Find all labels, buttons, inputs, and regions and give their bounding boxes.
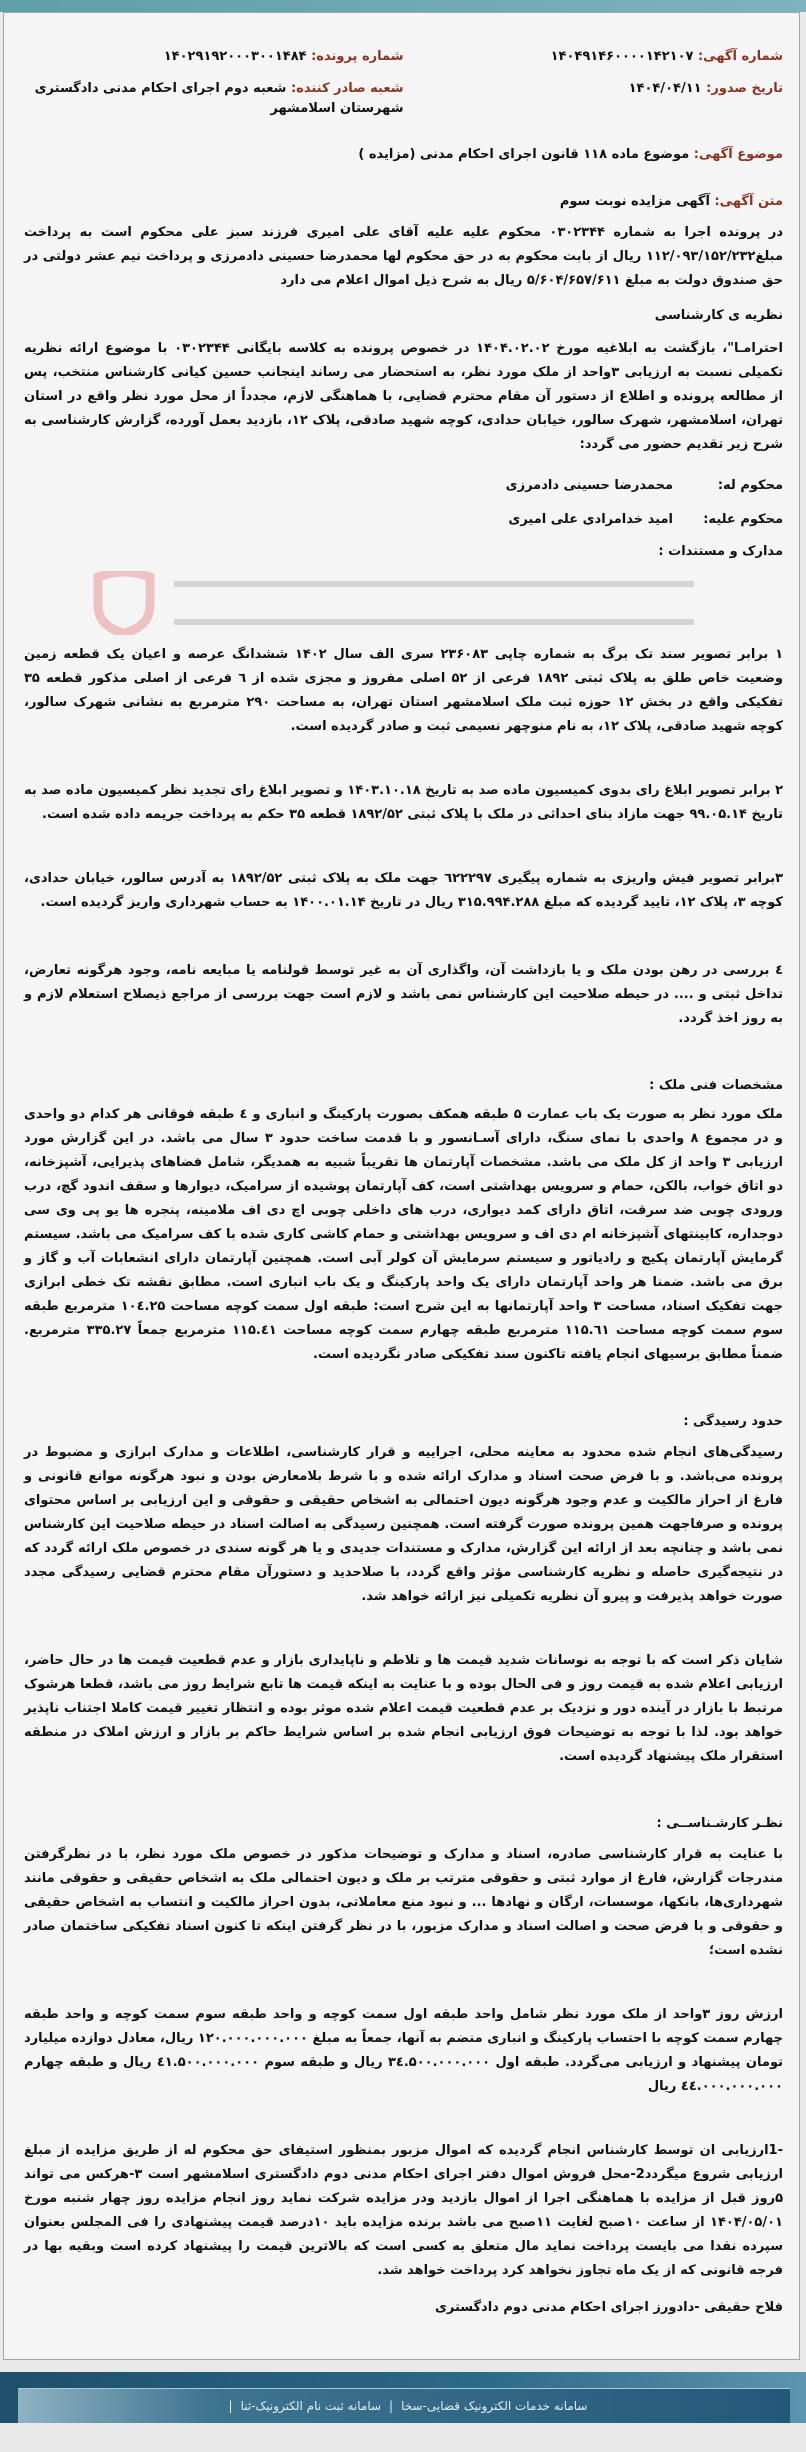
footer-background [0,2372,806,2423]
watermark-logo [84,571,724,635]
expert-opinion-title: نظـر کارشـناســی : [656,1816,783,1831]
ad-subject: موضوع آگهی: موضوع ماده ۱۱۸ قانون اجرای احکام مدنی (مزایده ) [358,147,783,162]
ad-header [24,47,783,165]
footer-links: سامانه خدمات الکترونیک قضایی-سخا | سامانه ثبت نام الکترونیک-ثنا | [18,2388,790,2423]
watermark-wordmark [174,581,694,625]
technical-title: مشخصات فنی ملک : [649,1078,783,1093]
intro-paragraph: در پرونده اجرا به شماره ۰۳۰۲۳۴۴ محکوم علیه علیه آقای علی امیری فرزند سبز علی محکوم است به پرداخت مبلغ۱۱۲/۰۹۳/۱۵۲/۲۳۲ ریال از بابت محکوم به در حق محکوم لها محمدرضا حسینی دادمرزی و پرداخت نیم عشر دولتی در حق صندوق دولت به مبلغ ۵/۶۰۴/۶۵۷/۶۱۱ ریال به شرح ذیل اموال اعلام می دارد [24,225,783,288]
documents-title: مدارک و مستندات : [658,544,783,559]
issuing-branch: شعبه صادر کننده: شعبه دوم اجرای احکام مدنی دادگستری شهرستان اسلامشهر [34,81,404,116]
document-item-4: ٤ بررسی در رهن بودن ملک و یا بازداشت آن، واگذاری آن به غیر توسط قولنامه یا مبایعه نامه، وجود هرگونه تعارض، تداخل ثبتی و .... در حیطه صلاحیت این کارشناس نمی باشد و لازم است جهت بررسی از مراجع ذیصلاح استعلام لازم و به روز اخذ گردد. [24,963,783,1026]
ad-number: شماره آگهی: ۱۴۰۴۹۱۴۶۰۰۰۰۱۴۲۱۰۷ [550,49,783,64]
expert-opinion-paragraph: با عنایت به قرار کارشناسی صادره، اسناد و مدارک و توضیحات مذکور در خصوص ملک مورد نظر، با در نظرگرفتن مندرجات گزارش، فارغ از موارد ثبتی و حقوقی مترتب بر ملک و دیون احتمالی ملک به اشخاص حقیقی و حقوقی مانند شهرداری‌ها، بانکها، موسسات، ارگان و نهادها ... و نبود منع معاملاتی، بدون احراز مالکیت و انتساب به اشخاص حقیقی و حقوقی و با فرض صحت و اصالت اسناد و مدارک مزبور، با در نظر گرفتن اینکه تا کنون اسناد تفکیکی ساختمان صادر نشده است؛ [24,1847,783,1958]
scope-paragraph: رسیدگی‌های انجام شده محدود به معاینه محلی، اجراییه و قرار کارشناسی، اطلاعات و مدارک ابرازی و مضبوط در پرونده می‌باشد. و با فرض صحت اسناد و مدارک ارائه شده و با شرط بلامعارض بودن و نبود هرگونه موانع قانونی و فارغ از احراز مالکیت و عدم وجود هرگونه دیون احتمالی به اشخاص حقیقی و حقوقی و این ارزیابی بر اساس محتوای پرونده و صرفاجهت همین پرونده صورت گرفته است. همچنین رسیدگی به اصالت اسناد در حیطه صلاحیت این کارشناس نمی باشد و چنانچه بعد از ارائه این گزارش، مدارک و مستندات جدیدی و یا هر گونه سندی در خصوص ملک ارائه گردد که در نتیجه‌گیری حاصله و نظریه کارشناسی مؤثر واقع گردد، با صلاحدید و دستورآن مقام محترم قضایی رسیدگی مجدد صورت خواهد پذیرفت و پیرو آن نظریه تکمیلی نیز ارائه خواهد شد. [24,1445,783,1604]
document-item-1: ۱ برابر تصویر سند تک برگ به شماره چاپی ۲۳۶۰۸۳ سری الف سال ۱۴۰۲ ششدانگ عرصه و اعیان یک قطعه زمین وضعیت خاص طلق به پلاک ثبتی ۱۸۹۲ فرعی از ۵۲ اصلی مفروز و مجزی شده از ٦ فرعی از اصلی مذکور قطعه ۳۵ تفکیکی واقع در بخش ۱۲ حوزه ثبت ملک اسلامشهر استان تهران، به مساحت ۲۹۰ مترمربع به نشانی شهرک سالور، کوچه شهید صادقی، پلاک ۱۲، به نام منوچهر نسیمی ثبت و صادر گردیده است. [24,647,784,734]
footer-link-sakha[interactable]: سامانه خدمات الکترونیک قضایی-سخا [401,2399,588,2413]
auction-terms-paragraph: -1ارزیابی ان توسط کارشناس انجام گردیده که اموال مزبور بمنظور استیفای حق محکوم له از طریق مزایده از مبلغ ارزیابی شروع میگردد2-محل فروش اموال دفتر اجرای احکام مدنی دوم دادگستری اسلامشهر است ۳-هرکس می تواند ۵روز قبل از مزایده با هماهنگی اجرا از اموال بازدید ودر مزایده شرکت نماید روز انجام مزایده روز چهار شنبه مورخ ۱۴۰۴/۰۵/۰۱ از ساعت ۱۰صبح لغایت ۱۱صبح می باشد برنده مزایده باید ۱۰درصد قیمت پیشنهادی را فی المجلس بعنوان سپرده نقدا می بایست پرداخت نماید مال متعلق به کسی است که بالاترین قیمت را پیشنهاد کرده است وبقیه بها در فرجه قانونی که از یک ماه تجاوز نخواهد کرد پرداخت خواهد شد. [24,2143,783,2278]
file-number: شماره پرونده: ۱۴۰۲۹۱۹۲۰۰۰۳۰۰۱۴۸۴ [163,49,404,64]
debtor-row: محکوم علیه: امید خدامرادی علی امیری [508,512,783,527]
shield-icon [98,572,150,633]
ad-document [3,12,800,2360]
ad-body [24,191,783,2319]
footer-link-sana[interactable]: سامانه ثبت نام الکترونیک-ثنا [240,2399,382,2413]
issue-date: تاریخ صدور: ۱۴۰۴/۰۴/۱۱ [628,81,783,96]
ad-text-title: متن آگهی: آگهی مزایده نوبت سوم [559,194,783,209]
opinion-title: نظریه ی کارشناسی [654,308,783,323]
top-bar [0,0,806,12]
technical-paragraph: ملک مورد نظر به صورت یک باب عمارت ۵ طبقه همکف بصورت پارکینگ و انباری و ٤ طبقه فوقانی هر کدام دو واحدی و در مجموع ۸ واحدی با نمای سنگ، دارای آسـانسور و با قدمت ساخت حدود ۳ سال می باشد. در این گزارش مورد ارزیابی ۳ واحد از کل ملک می باشد. مشخصات آپارتمان ها تقریباً شبیه به همدیگر، شامل فضاهای پذیرایی، آشپزخانه، دو اتاق خواب، بالکن، حمام و سرویس بهداشتی است، کف آپارتمان پوشیده از سرامیک، دیوارها و سقف اندود گچ، درب ورودی چوبی ضد سرقت، اتاق دارای کمد دیواری، درب های داخلی چوبی اچ دی اف ملامینه، پنجره ها یو پی وی سی دوجداره، کابینتهای آشپزخانه ام دی اف و سرویس بهداشتی و حمام کاشی کاری شده با کف سرامیک می باشد. سیستم گرمایش آپارتمان پکیج و رادیاتور و سیستم سرمایش آن کولر آبی است. همچنین آپارتمان دارای انشعابات آب و گاز و برق می باشد. ضمنا هر واحد آپارتمان دارای یک واحد پارکینگ و یک باب انباری است. مطابق نقشه تک خطی ابرازی جهت تفکیک اسناد، مساحت ۳ واحد آپارتمانها به این شرح است: طبقه اول سمت کوچه مساحت ۱۰٤.۲۵ مترمربع طبقه سوم سمت کوچه مساحت ۱۱۵.٦۱ مترمربع طبقه چهارم سمت کوچه مساحت ۱۱۵.٤۱ مترمربع جمعاً ۳۳۵.۲۷ مترمربع. ضمناً مطابق برسیهای انجام یافته تاکنون سند تفکیکی صادر نگردیده است. [24,1107,784,1362]
valuation-paragraph: ارزش روز ۳واحد از ملک مورد نظر شامل واحد طبقه اول سمت کوچه و واحد طبقه سوم سمت کوچه و واحد طبقه چهارم سمت کوچه با احتساب پارکینگ و انباری منضم به آنها، جمعاً به مبلغ ۱۲۰.۰۰۰.۰۰۰.۰۰۰ ریال، معادل دوازده میلیارد تومان پیشنهاد و ارزیابی می‌گردد. طبقه اول ۳٤.۵۰۰.۰۰۰.۰۰۰ ریال و طبقه سوم ٤۱.۵۰۰.۰۰۰.۰۰۰ ریال و طبقه چهارم ٤٤.۰۰۰.۰۰۰.۰۰۰ ریال [24,2007,783,2094]
opinion-paragraph: احترامـا"، بازگشت به ابلاغیه مورخ ۱۴۰۴.۰۲.۰۲ در خصوص پرونده به کلاسه بایگانی ۰۳۰۲۳۴۴ با موضوع ارائه نظریه تکمیلی نسبت به ارزیابی ۳واحد از ملک مورد نظر، به استحضار می رساند اینجانب حسین کیانی کارشناس منتخب، پس از مطالعه پرونده و اطلاع از دستور آن مقام محترم قضایی، با هماهنگی لازم، مجدداً از محل مورد نظر واقع در استان تهران، اسلامشهر، شهرک سالور، خیابان حدادی، کوچه شهید صادقی، پلاک ۱۲، بازدید بعمل آورده، گزارش کارشناسی به شرح زیر تقدیم حضور می گردد: [24,341,784,452]
note-paragraph: شایان ذکر است که با توجه به نوسانات شدید قیمت ها و تلاطم و ناپایداری بازار و عدم قطعیت قیمت ها در حال حاضر، ارزیابی اعلام شده به قیمت روز و فی الحال بوده و با عنایت به اینکه قیمت ها تابع شرایط روز می باشد، قطعا هرشوک مرتبط با بازار در آینده دور و نزدیک بر عدم قطعیت قیمت اعلام شده موثر بوده و انتظار تغییر قیمت کاملا اجتناب ناپذیر خواهد بود. لذا با توجه به توضیحات فوق ارزیابی انجام شده بر اساس شرایط حاکم بر بازار و ارزش املاک در منطقه استقرار ملک پیشنهاد گردیده است. [24,1653,783,1764]
scope-title: حدود رسیدگی : [683,1414,783,1429]
signature: فلاح حقیقی -دادورز اجرای احکام مدنی دوم دادگستری [434,2300,783,2315]
document-item-2: ۲ برابر تصویر ابلاغ رای بدوی کمیسیون ماده صد به تاریخ ۱۴۰۳.۱۰.۱۸ و تصویر ابلاغ رای تجدید نظر کمیسیون ماده صد به تاریخ ۹۹.۰۵.۱۴ جهت مازاد بنای احداثی در ملک با پلاک ثبتی ۱۸۹۲/۵۲ قطعه ۳۵ حکم به پرداخت جریمه داده شده است. [24,783,783,822]
creditor-row: محکوم له: محمدرضا حسینی دادمرزی [505,478,783,493]
document-item-3: ۳برابر تصویر فیش واریزی به شماره پیگیری ٦۲۲۲۹۷ جهت ملک به پلاک ثبتی ۱۸۹۲/۵۲ به آدرس سالور، خیابان حدادی، کوچه ۳، پلاک ۱۲، تایید گردیده که مبلغ ۳۱۵.۹۹۴.۲۸۸ ریال در تاریخ ۱۴۰۰.۰۱.۱۴ به حساب شهرداری واریز گردیده است. [24,871,784,910]
